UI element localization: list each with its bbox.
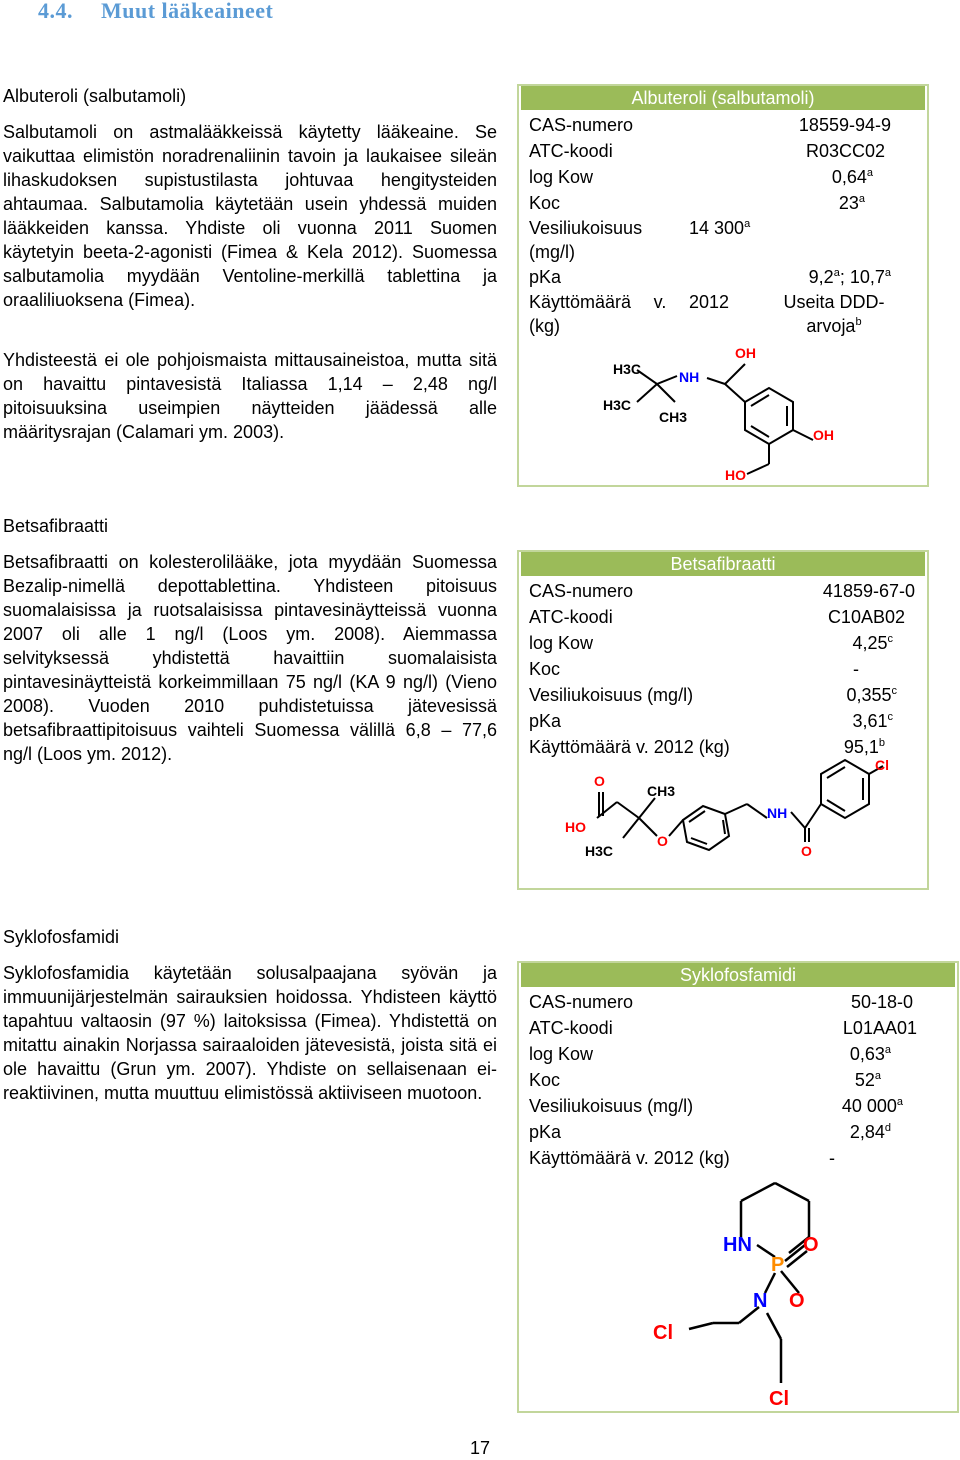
footnote-mark: a <box>866 167 873 179</box>
albuteroli-paragraph-1: Salbutamoli on astmalääkkeissä käytetty lääkeaine. Se vaikuttaa elimistön noradrenaliinin tavoin ja laukaisee sileän lihaskudoksen supistustilasta johtuvaa hengitysteiden ahtaumaa. Salbutamolia käytetään usein yhdessä muiden lääkkeiden kanssa. Yhdiste oli vuonna 2011 Suomen käytetyin beeta-2-agonisti (Fimea & Kela 2012). Suomessa salbutamolia myydään Ventoline-merkillä tablettina ja oraaliliuoksena (Fimea). <box>3 122 497 310</box>
footnote-mark: d <box>884 1122 891 1134</box>
o-label: O <box>789 1290 805 1312</box>
h3c-label: H3C <box>585 843 614 859</box>
row-label: Käyttömäärä v. 2012 (kg) <box>529 292 729 336</box>
row-value: R03CC02 <box>805 141 885 161</box>
footnote-mark: a <box>744 218 751 230</box>
betsafibraatti-table <box>517 550 929 890</box>
ch3-label: CH3 <box>659 409 688 425</box>
footnote-mark: a <box>874 1070 881 1082</box>
table-row <box>529 989 947 1015</box>
cl-label: Cl <box>769 1388 789 1409</box>
row-value: 4,25 <box>852 633 888 653</box>
row-label: log Kow <box>529 167 594 187</box>
oh-label: OH <box>735 345 756 361</box>
albuteroli-table-header: Albuteroli (salbutamoli) <box>521 86 925 110</box>
nh-label: NH <box>679 369 700 385</box>
row-label: CAS-numero <box>529 992 634 1012</box>
table-row <box>529 1041 947 1067</box>
table-row <box>529 656 917 682</box>
row-value: L01AA01 <box>842 1018 917 1038</box>
table-row <box>529 1067 947 1093</box>
footnote-mark: a <box>884 1044 891 1056</box>
table-row <box>529 578 917 604</box>
row-value: 9,2 <box>808 267 834 287</box>
row-label: CAS-numero <box>529 115 634 135</box>
albuteroli-table <box>517 84 929 487</box>
nh-label: NH <box>767 805 788 821</box>
cl-label: Cl <box>875 758 889 773</box>
o-label: O <box>657 833 668 849</box>
footnote-mark: c <box>891 685 897 697</box>
table-row <box>529 138 917 164</box>
table-row <box>529 1145 947 1171</box>
table-row <box>529 1093 947 1119</box>
row-value: 14 300 <box>689 218 745 238</box>
albuteroli-paragraph-2: Yhdisteestä ei ole pohjoismaista mittausaineistoa, mutta sitä on havaittu pintavesistä Italiassa 1,14 – 2,48 ng/l pitoisuuksina useimpien näytteiden jäädessä alle määritysrajan (Calamari ym. 2003). <box>3 350 497 442</box>
row-label: Koc <box>529 1070 561 1090</box>
row-label: Vesiliukoisuus (mg/l) <box>529 1096 694 1116</box>
row-label: Käyttömäärä v. 2012 (kg) <box>529 1148 730 1168</box>
betsafibraatti-paragraph-1: Betsafibraatti on kolesterolilääke, jota myydään Suomessa Bezalip-nimellä depottablettina. Yhdisteen pitoisuus suomalaisissa ja ruotsalaisissa pintavesinäytteissä vuonna 2007 oli alle 1 ng/l (Loos ym. 2008). Aiemmassa selvityksessä yhdistettä havaittiin suomalaisista pintavesinäytteistä korkeimmillaan 75 ng/l (KA 9 ng/l) (Vieno 2008). Vuoden 2010 puhdistetuissa jätevesissä betsafibraattipitoisuus vaihteli Suomessa välillä 6,8 – 77,6 ng/l (Loos ym. 2012). <box>3 552 497 764</box>
syklofosfamidi-table-header: Syklofosfamidi <box>521 963 955 987</box>
footnote-mark: b <box>878 737 885 749</box>
row-label: Koc <box>529 659 561 679</box>
footnote-mark: b <box>855 316 862 328</box>
table-row <box>529 264 917 290</box>
betsafibraatti-table-header: Betsafibraatti <box>521 552 925 576</box>
footnote-mark: a <box>833 267 840 279</box>
row-value: 41859-67-0 <box>822 581 915 601</box>
betsafibraatti-structure <box>539 758 899 886</box>
row-value: - <box>829 1148 835 1168</box>
row-value: 23 <box>838 193 859 213</box>
table-row <box>529 630 917 656</box>
row-label: pKa <box>529 267 562 287</box>
n-label: N <box>753 1290 768 1312</box>
row-label: Vesiliukoisuus (mg/l) <box>529 685 694 705</box>
row-value: 3,61 <box>852 711 888 731</box>
footnote-mark: a <box>896 1096 903 1108</box>
row-value: 40 000 <box>841 1096 897 1116</box>
table-row <box>529 1119 947 1145</box>
table-row <box>529 164 917 190</box>
row-label: ATC-koodi <box>529 1018 613 1038</box>
syklofosfamidi-structure <box>639 1175 839 1409</box>
p-label: P <box>771 1254 785 1276</box>
row-value: 2,84 <box>849 1122 885 1142</box>
row-value: C10AB02 <box>827 607 905 627</box>
ho-label: HO <box>725 467 746 483</box>
row-value: 52 <box>854 1070 875 1090</box>
table-row <box>529 290 917 338</box>
row-label: pKa <box>529 1122 562 1142</box>
table-row <box>529 190 917 216</box>
section-heading <box>38 0 273 24</box>
albuteroli-structure <box>579 336 869 486</box>
table-row <box>529 112 917 138</box>
o-label: O <box>594 773 605 789</box>
betsafibraatti-title: Betsafibraatti <box>3 516 109 536</box>
syklofosfamidi-title: Syklofosfamidi <box>3 927 120 947</box>
ch3-label: CH3 <box>647 783 676 799</box>
row-value: Useita DDD-arvoja <box>783 292 885 336</box>
section-title: Muut lääkeaineet <box>101 0 274 23</box>
o-label: O <box>801 843 812 859</box>
row-label: ATC-koodi <box>529 141 613 161</box>
row-label: Käyttömäärä v. 2012 (kg) <box>529 737 730 757</box>
footnote-mark: c <box>887 711 893 723</box>
table-row <box>529 708 917 734</box>
row-value: 0,64 <box>831 167 867 187</box>
row-value: 18559-94-9 <box>798 115 891 135</box>
row-value: 0,355 <box>846 685 892 705</box>
syklofosfamidi-paragraph-1: Syklofosfamidia käytetään solusalpaajana syövän ja immuunijärjestelmän sairauksien hoidossa. Yhdisteen käyttö tapahtuu valtaosin (97 %) laitoksissa (Fimea). Yhdistettä on mitattu ainakin Norjassa sairaaloiden jätevesistä, joista sitä ei ole havaittu (Grun ym. 2007). Yhdiste on sellaisenaan ei-reaktiivinen, mutta muuttuu elimistössä aktiiviseen muotoon. <box>3 963 497 1103</box>
row-label: CAS-numero <box>529 581 634 601</box>
table-row <box>529 216 917 264</box>
footnote-mark: a <box>858 193 865 205</box>
row-label: pKa <box>529 711 562 731</box>
table-row <box>529 1015 947 1041</box>
row-label: log Kow <box>529 1044 594 1064</box>
row-value: 0,63 <box>849 1044 885 1064</box>
syklofosfamidi-table <box>517 961 959 1413</box>
footnote-mark: c <box>887 633 893 645</box>
row-label: ATC-koodi <box>529 607 613 627</box>
ho-label: HO <box>565 819 586 835</box>
row-label: Koc <box>529 193 561 213</box>
albuteroli-title: Albuteroli (salbutamoli) <box>3 86 187 106</box>
row-label: log Kow <box>529 633 594 653</box>
page-number: 17 <box>470 1438 491 1458</box>
oh-label: OH <box>813 427 834 443</box>
footnote-mark: a <box>884 267 891 279</box>
section-number: 4.4. <box>38 0 73 23</box>
table-row <box>529 734 917 760</box>
row-label: Vesiliukoisuus (mg/l) <box>529 218 643 262</box>
row-value: 50-18-0 <box>850 992 913 1012</box>
cl-label: Cl <box>653 1322 673 1344</box>
row-value: 95,1 <box>843 737 879 757</box>
h3c-label: H3C <box>603 397 632 413</box>
row-value-2: ; 10,7 <box>839 267 885 287</box>
table-row <box>529 604 917 630</box>
hn-label: HN <box>723 1234 752 1256</box>
row-value: - <box>853 659 859 679</box>
table-row <box>529 682 917 708</box>
h3c-label: H3C <box>613 361 642 377</box>
o-label: O <box>803 1234 819 1256</box>
